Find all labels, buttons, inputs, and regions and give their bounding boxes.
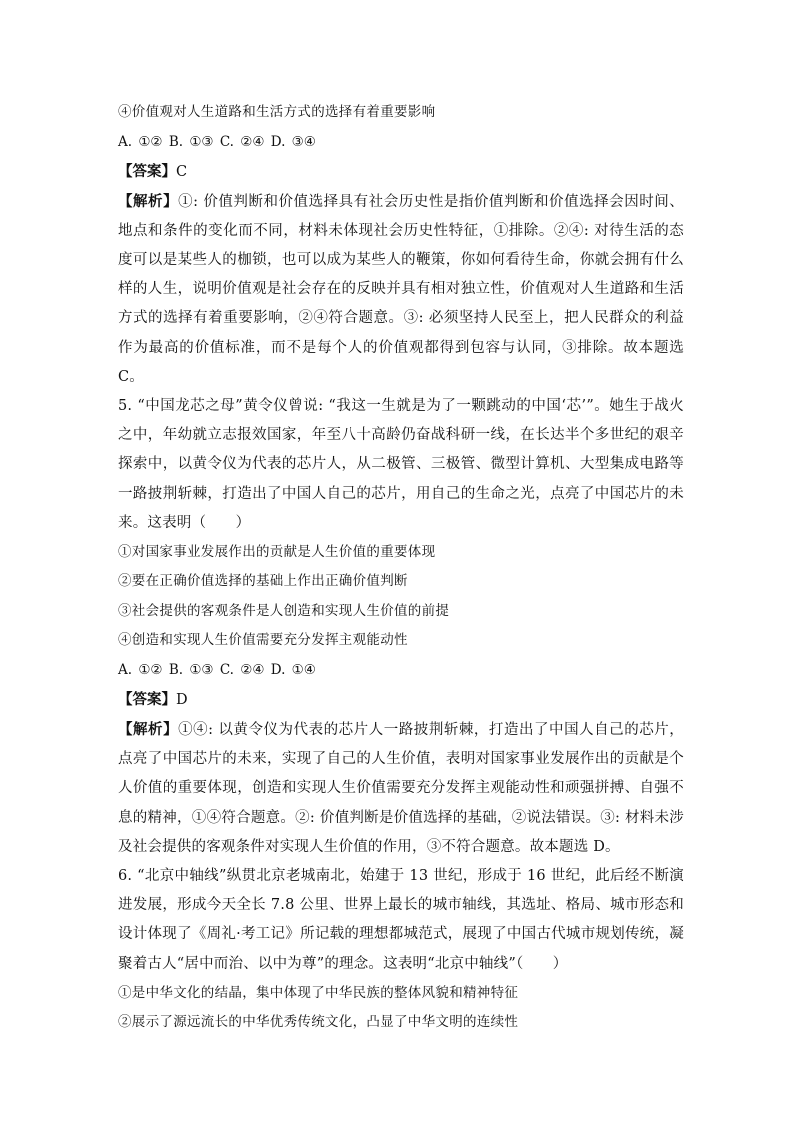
option-line: ①是中华文化的结晶，集中体现了中华民族的整体风貌和精神特征 — [118, 984, 519, 1001]
option-line: ②要在正确价值选择的基础上作出正确价值判断 — [118, 573, 408, 590]
document-page — [118, 98, 684, 1038]
analysis-paragraph — [118, 187, 684, 392]
answer-line — [118, 157, 684, 187]
answer-choices: A. ①② B. ①③ C. ②④ D. ①④ — [118, 661, 316, 678]
option-line: ④创造和实现人生价值需要充分发挥主观能动性 — [118, 632, 408, 649]
option-line: ③社会提供的客观条件是人创造和实现人生价值的前提 — [118, 602, 450, 619]
answer-value: D — [176, 691, 188, 708]
answer-value: C — [176, 163, 188, 180]
analysis-text: ①: 价值判断和价值选择具有社会历史性是指价值判断和价值选择会因时间、地点和条件的变化而不同，材料未体现社会历史性特征，①排除。②④: 对待生活的态度可以是某些人的枷锁，也可以成为某些人的鞭策，你如何看待生命，你就会拥有什么样的人生，说明价值观是社会存在的反映并具有相对独立性，价值观对人生道路和生活方式的选择有着重要影响，②④符合题意。③: 必须坚持人民至上，把人民群众的利益作为最高的价值标准，而不是每个人的价值观都得到包容与认同，③排除。故本题选 C。 — [118, 193, 684, 385]
option-line: ①对国家事业发展作出的贡献是人生价值的重要体现 — [118, 543, 436, 560]
answer-label: 【答案】 — [118, 690, 176, 708]
answer-label: 【答案】 — [118, 162, 176, 180]
option-line: ②展示了源远流长的中华优秀传统文化，凸显了中华文明的连续性 — [118, 1014, 519, 1031]
analysis-paragraph — [118, 715, 684, 862]
question-5-stem: 5. “中国龙芯之母”黄令仪曾说: “我这一生就是为了一颗跳动的中国‘芯’”。她生于战火之中，年幼就立志报效国家，年至八十高龄仍奋战科研一线，在长达半个多世纪的艰辛探索中，以黄令仪为代表的芯片人，从二极管、三极管、微型计算机、大型集成电路等一路披荆斩棘，打造出了中国人自己的芯片，用自己的生命之光，点亮了中国芯片的未来。这表明（ ） — [118, 397, 684, 531]
answer-choices: A. ①② B. ①③ C. ②④ D. ③④ — [118, 133, 316, 150]
analysis-label: 【解析】 — [118, 720, 179, 738]
analysis-text: ①④: 以黄令仪为代表的芯片人一路披荆斩棘，打造出了中国人自己的芯片，点亮了中国芯片的未来，实现了自己的人生价值，表明对国家事业发展作出的贡献是个人价值的重要体现，创造和实现人生价值需要充分发挥主观能动性和顽强拼搏、自强不息的精神，①④符合题意。②: 价值判断是价值选择的基础，②说法错误。③: 材料未涉及社会提供的客观条件对实现人生价值的作用，③不符合题意。故本题选 D。 — [118, 721, 684, 855]
answer-line — [118, 685, 684, 715]
question-6-stem: 6. “北京中轴线”纵贯北京老城南北，始建于 13 世纪，形成于 16 世纪，此后经不断演进发展，形成今天全长 7.8 公里、世界上最长的城市轴线，其选址、格局、城市形态和设计体现了《周礼·考工记》所记载的理想都城范式，展现了中国古代城市规划传统，凝聚着古人“居中而治、以中为尊”的理念。这表明“北京中轴线”（ ） — [118, 867, 684, 972]
analysis-label: 【解析】 — [118, 192, 179, 210]
option-line: ④价值观对人生道路和生活方式的选择有着重要影响 — [118, 104, 436, 120]
